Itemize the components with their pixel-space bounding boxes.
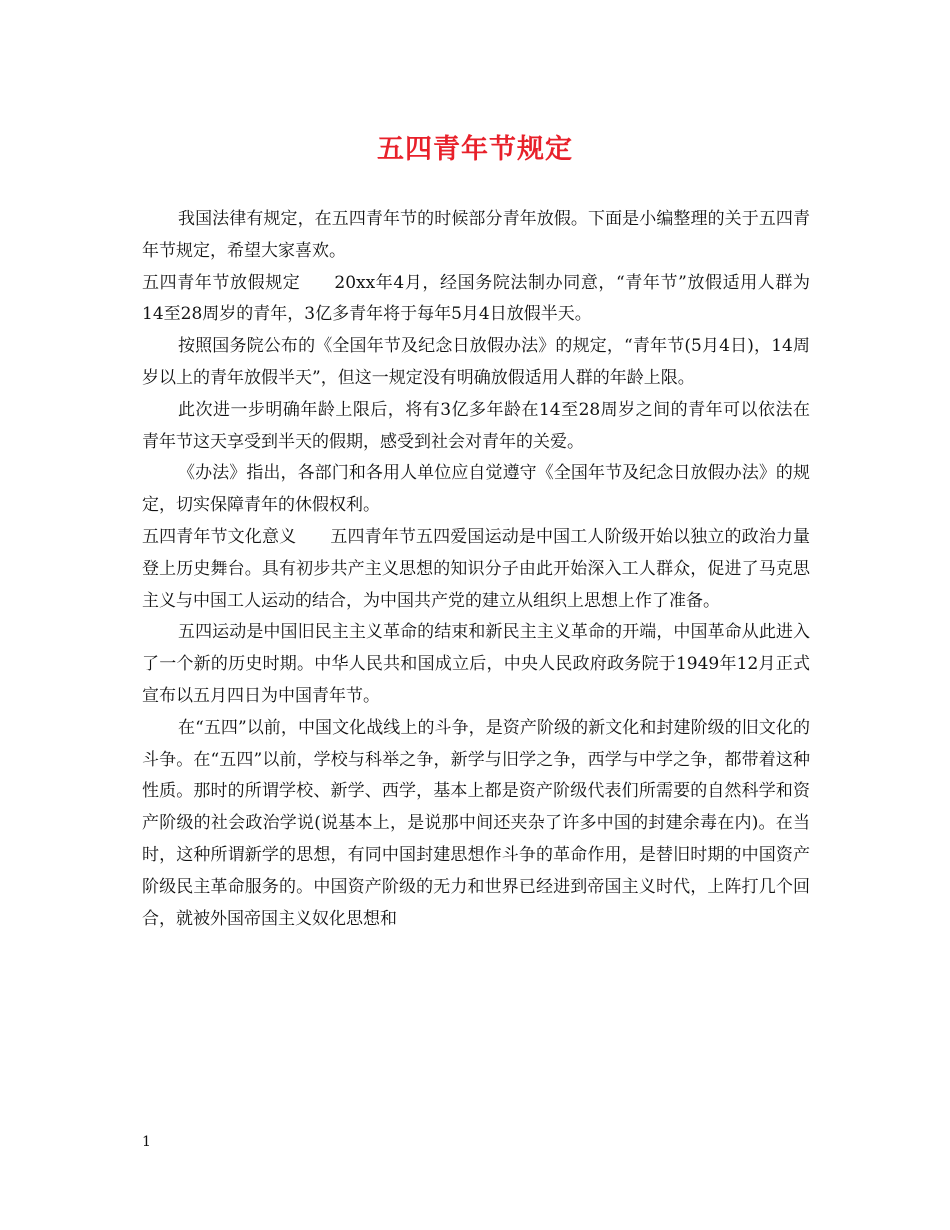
paragraph-text: 按照国务院公布的《全国年节及纪念日放假办法》的规定，“青年节(5月4日)，14周岁以上的青年放假半天”，但这一规定没有明确放假适用人群的年龄上限。 xyxy=(142,336,810,388)
paragraph xyxy=(142,458,810,522)
page-number: 1 xyxy=(142,1134,151,1150)
paragraph-text: 20xx年4月，经国务院法制办同意，“青年节”放假适用人群为14至28周岁的青年，3亿多青年将于每年5月4日放假半天。 xyxy=(142,272,810,325)
paragraph xyxy=(142,713,810,936)
section-heading: 五四青年节放假规定 xyxy=(142,272,301,293)
document-body xyxy=(142,204,810,935)
section-heading: 五四青年节文化意义 xyxy=(142,526,297,547)
paragraph-text: 我国法律有规定，在五四青年节的时候部分青年放假。下面是小编整理的关于五四青年节规定，希望大家喜欢。 xyxy=(142,209,810,261)
paragraph-text: 此次进一步明确年龄上限后，将有3亿多年龄在14至28周岁之间的青年可以依法在青年节这天享受到半天的假期，感受到社会对青年的关爱。 xyxy=(142,399,810,452)
paragraph-text: 在“五四”以前，中国文化战线上的斗争，是资产阶级的新文化和封建阶级的旧文化的斗争。在“五四”以前，学校与科举之争，新学与旧学之争，西学与中学之争，都带着这种性质。那时的所谓学校、新学、西学，基本上都是资产阶级代表们所需要的自然科学和资产阶级的社会政治学说(说基本上，是说那中间还夹杂了许多中国的封建余毒在内)。在当时，这种所谓新学的思想，有同中国封建思想作斗争的革命作用，是替旧时期的中国资产阶级民主革命服务的。中国资产阶级的无力和世界已经进到帝国主义时代，上阵打几个回合，就被外国帝国主义奴化思想和 xyxy=(142,717,810,929)
document-title: 五四青年节规定 xyxy=(377,134,573,165)
paragraph-text: 五四运动是中国旧民主主义革命的结束和新民主主义革命的开端，中国革命从此进入了一个新的历史时期。中华人民共和国成立后，中央人民政府政务院于1949年12月正式宣布以五月四日为中国青年节。 xyxy=(142,622,810,706)
paragraph-text: 五四青年节五四爱国运动是中国工人阶级开始以独立的政治力量登上历史舞台。具有初步共产主义思想的知识分子由此开始深入工人群众，促进了马克思主义与中国工人运动的结合，为中国共产党的建立从组织上思想上作了准备。 xyxy=(142,526,811,611)
paragraph xyxy=(142,268,810,332)
paragraph xyxy=(142,617,810,712)
paragraph xyxy=(142,395,810,459)
paragraph xyxy=(142,522,810,617)
paragraph xyxy=(142,331,810,395)
paragraph-text: 《办法》指出，各部门和各用人单位应自觉遵守《全国年节及纪念日放假办法》的规定，切实保障青年的休假权利。 xyxy=(142,463,810,516)
paragraph xyxy=(142,204,810,268)
